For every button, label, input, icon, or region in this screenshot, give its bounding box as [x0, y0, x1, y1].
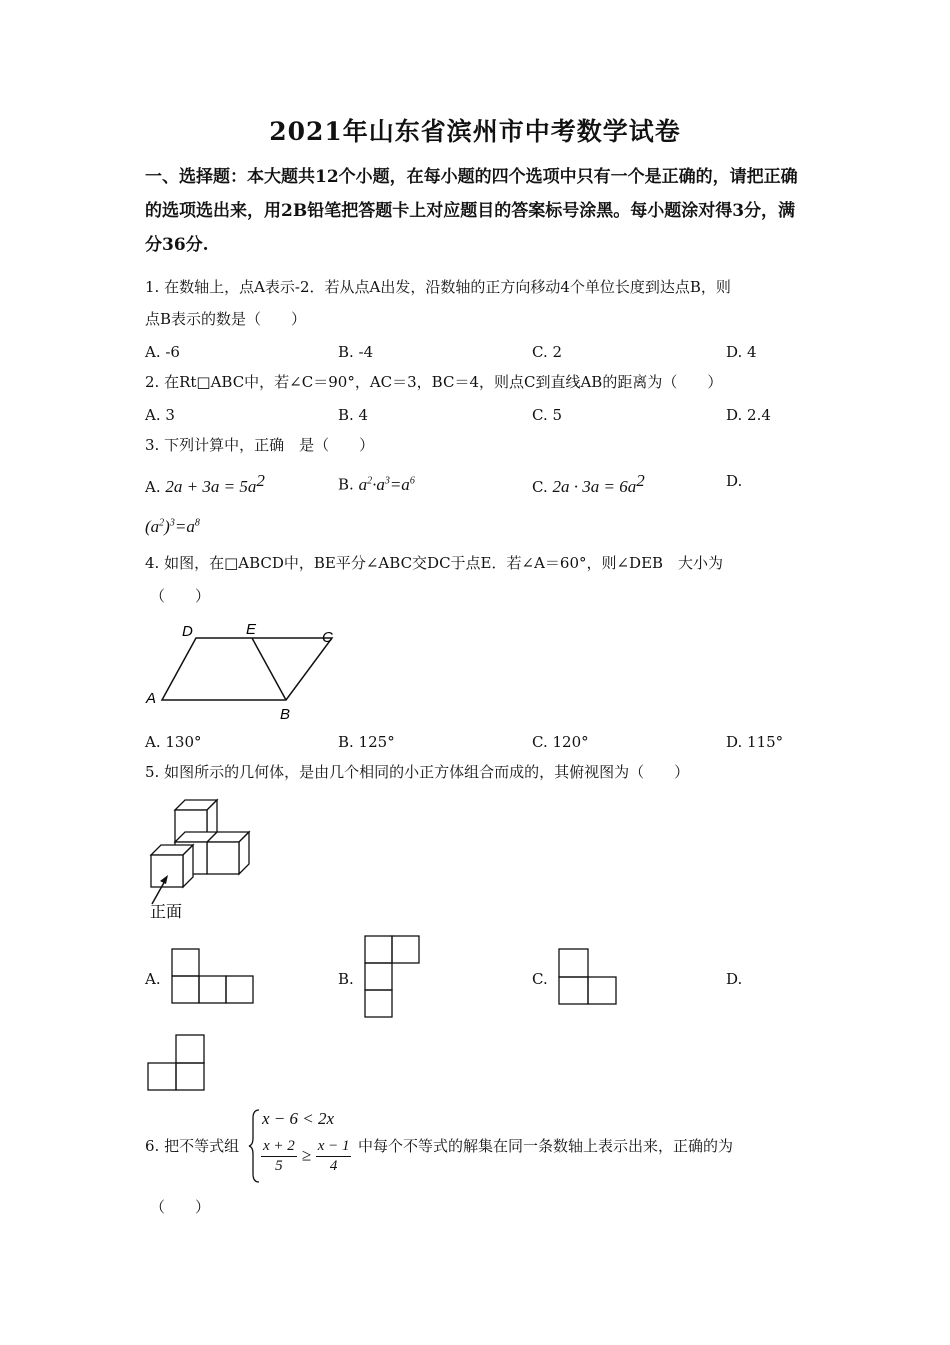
- q6-fraction-1: $\frac{x + 2}{5}$: [263, 1138, 295, 1174]
- q5-option-a-figure: [170, 947, 256, 1007]
- q2-stem: 2. 在Rt□ABC中，若∠C＝90°，AC＝3，BC＝4，则点C到直线AB的距离为（ ）: [145, 373, 723, 391]
- q1-option-d: D. 4: [726, 343, 757, 361]
- label-a: A: [146, 690, 157, 707]
- parallelogram-figure: [140, 615, 350, 727]
- right-cube-front: [207, 842, 239, 874]
- label-b: B: [280, 706, 291, 723]
- label-e: E: [246, 621, 257, 638]
- q2-option-d: D. 2.4: [726, 406, 771, 424]
- q3-c-expr: 2a · 3a = 6a: [552, 477, 637, 496]
- front-label: 正面: [150, 904, 183, 921]
- q1-stem-line2: 点B表示的数是（ ）: [145, 310, 307, 328]
- q6-paren: （ ）: [150, 1198, 211, 1216]
- q3-b-expr: $a^2\cdot a^3=a^6$: [358, 474, 415, 494]
- q4-option-a: A. 130°: [145, 733, 202, 751]
- q4-option-c: C. 120°: [532, 733, 589, 751]
- q5-option-b-figure: [363, 934, 423, 1020]
- q3-option-b: [338, 470, 415, 496]
- q1-option-c: C. 2: [532, 343, 563, 361]
- q5-option-d-figure: [146, 1033, 208, 1093]
- q3-option-a: [145, 470, 265, 498]
- q5-option-b-label: B.: [338, 970, 354, 988]
- q3-option-c: [532, 470, 645, 498]
- q3-stem: 3. 下列计算中，正确 是（ ）: [145, 436, 375, 454]
- q6-fraction-2: $\frac{x - 1}{4}$: [317, 1138, 350, 1174]
- segment-be: [252, 638, 286, 700]
- q6-inequality-1: x − 6 < 2x: [262, 1109, 335, 1128]
- q4-option-d: D. 115°: [726, 733, 784, 751]
- q4-option-b: B. 125°: [338, 733, 395, 751]
- q6-prefix: 6. 把不等式组: [145, 1137, 240, 1155]
- q6-suffix: 中每个不等式的解集在同一条数轴上表示出来，正确的为: [358, 1137, 734, 1155]
- parallelogram-abcd: [162, 638, 332, 700]
- q3-option-d: [145, 512, 200, 538]
- front-cube-front: [151, 855, 183, 887]
- system-brace: [248, 1108, 262, 1184]
- q3-a-expr: 2a + 3a = 5a: [165, 477, 257, 496]
- q3-c-exp: 2: [636, 471, 645, 490]
- label-d: D: [182, 623, 193, 640]
- q4-stem-line1: 4. 如图，在□ABCD中，BE平分∠ABC交DC于点E．若∠A＝60°，则∠DEB 大小为: [145, 554, 724, 572]
- q2-option-a: A. 3: [145, 406, 175, 424]
- q1-stem-line1: 1. 在数轴上，点A表示-2．若从点A出发，沿数轴的正方向移动4个单位长度到达点B，则: [145, 278, 731, 296]
- q1-option-b: B. -4: [338, 343, 374, 361]
- q3-a-label: A.: [145, 478, 161, 496]
- q3-c-label: C.: [532, 478, 548, 496]
- q4-stem-line2: （ ）: [150, 587, 211, 605]
- q3-a-exp: 2: [256, 471, 265, 490]
- q3-option-d-label: D.: [726, 472, 743, 490]
- q5-option-c-label: C.: [532, 970, 548, 988]
- section-heading: 一、选择题：本大题共12个小题，在每小题的四个选项中只有一个是正确的，请把正确的选项选出来，用2B铅笔把答题卡上对应题目的答案标号涂黑。每小题涂对得3分，满分36分.: [145, 167, 798, 255]
- q6-inequality-2: [261, 1137, 351, 1176]
- cube-solid-figure: [140, 792, 265, 927]
- label-c: C: [322, 629, 333, 646]
- q5-option-c-figure: [557, 947, 619, 1007]
- q2-option-c: C. 5: [532, 406, 563, 424]
- q3-b-label: B.: [338, 475, 354, 494]
- q5-option-d-label: D.: [726, 970, 743, 988]
- q1-option-a: A. -6: [145, 343, 180, 361]
- q2-option-b: B. 4: [338, 406, 369, 424]
- q5-option-a-label: A.: [145, 970, 161, 988]
- page-title: 2021年山东省滨州市中考数学试卷: [269, 117, 681, 146]
- q3-d-expr: $(a^2)^3=a^8$: [145, 516, 200, 536]
- q5-stem: 5. 如图所示的几何体，是由几个相同的小正方体组合而成的，其俯视图为（ ）: [145, 763, 690, 781]
- q6-relation: ≥: [301, 1145, 311, 1165]
